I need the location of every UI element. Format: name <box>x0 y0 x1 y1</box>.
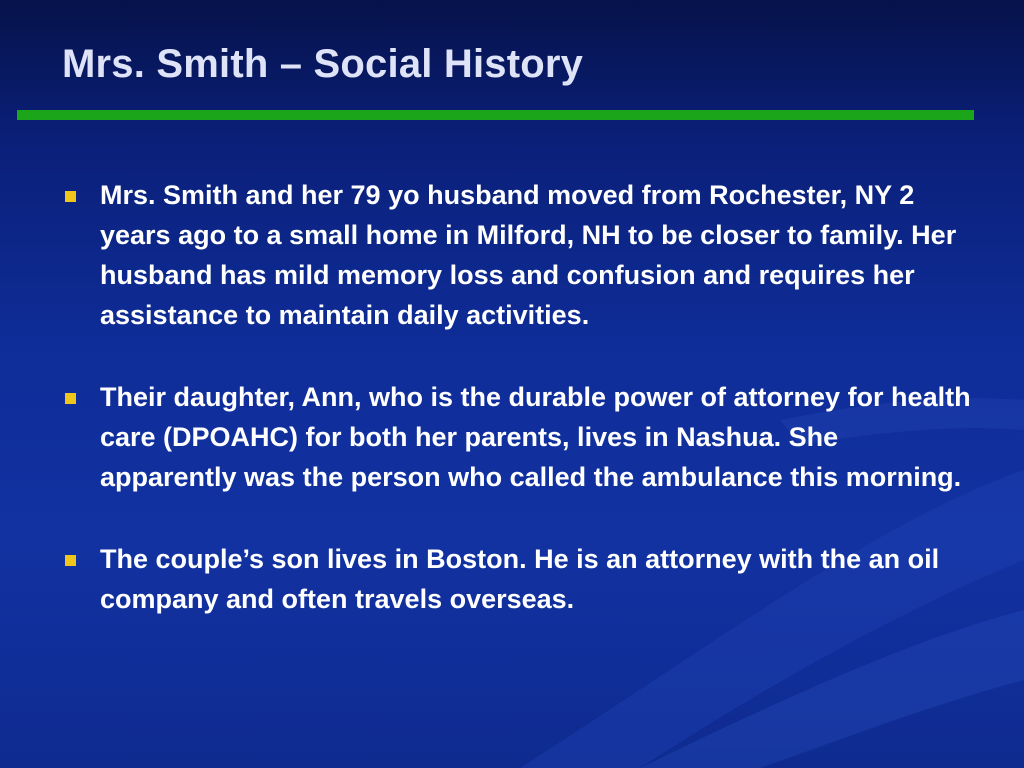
bullet-text: Mrs. Smith and her 79 yo husband moved from Rochester, NY 2 years ago to a small home in Milford, NH to be closer to family. Her husband has mild memory loss and confusion and requires her assistance to maintain daily activities. <box>100 180 957 330</box>
square-bullet-icon <box>65 393 76 404</box>
bullet-text: The couple’s son lives in Boston. He is an attorney with the an oil company and often travels overseas. <box>100 544 940 614</box>
square-bullet-icon <box>65 191 76 202</box>
square-bullet-icon <box>65 555 76 566</box>
bullet-item <box>60 539 980 619</box>
bullet-item <box>60 175 980 335</box>
title-underline-rule <box>17 110 974 120</box>
bullet-text: Their daughter, Ann, who is the durable power of attorney for health care (DPOAHC) for both her parents, lives in Nashua. She apparently was the person who called the ambulance this morning. <box>100 382 971 492</box>
slide-title: Mrs. Smith – Social History <box>62 42 584 86</box>
bullet-item <box>60 377 980 497</box>
bullet-list <box>60 175 980 661</box>
